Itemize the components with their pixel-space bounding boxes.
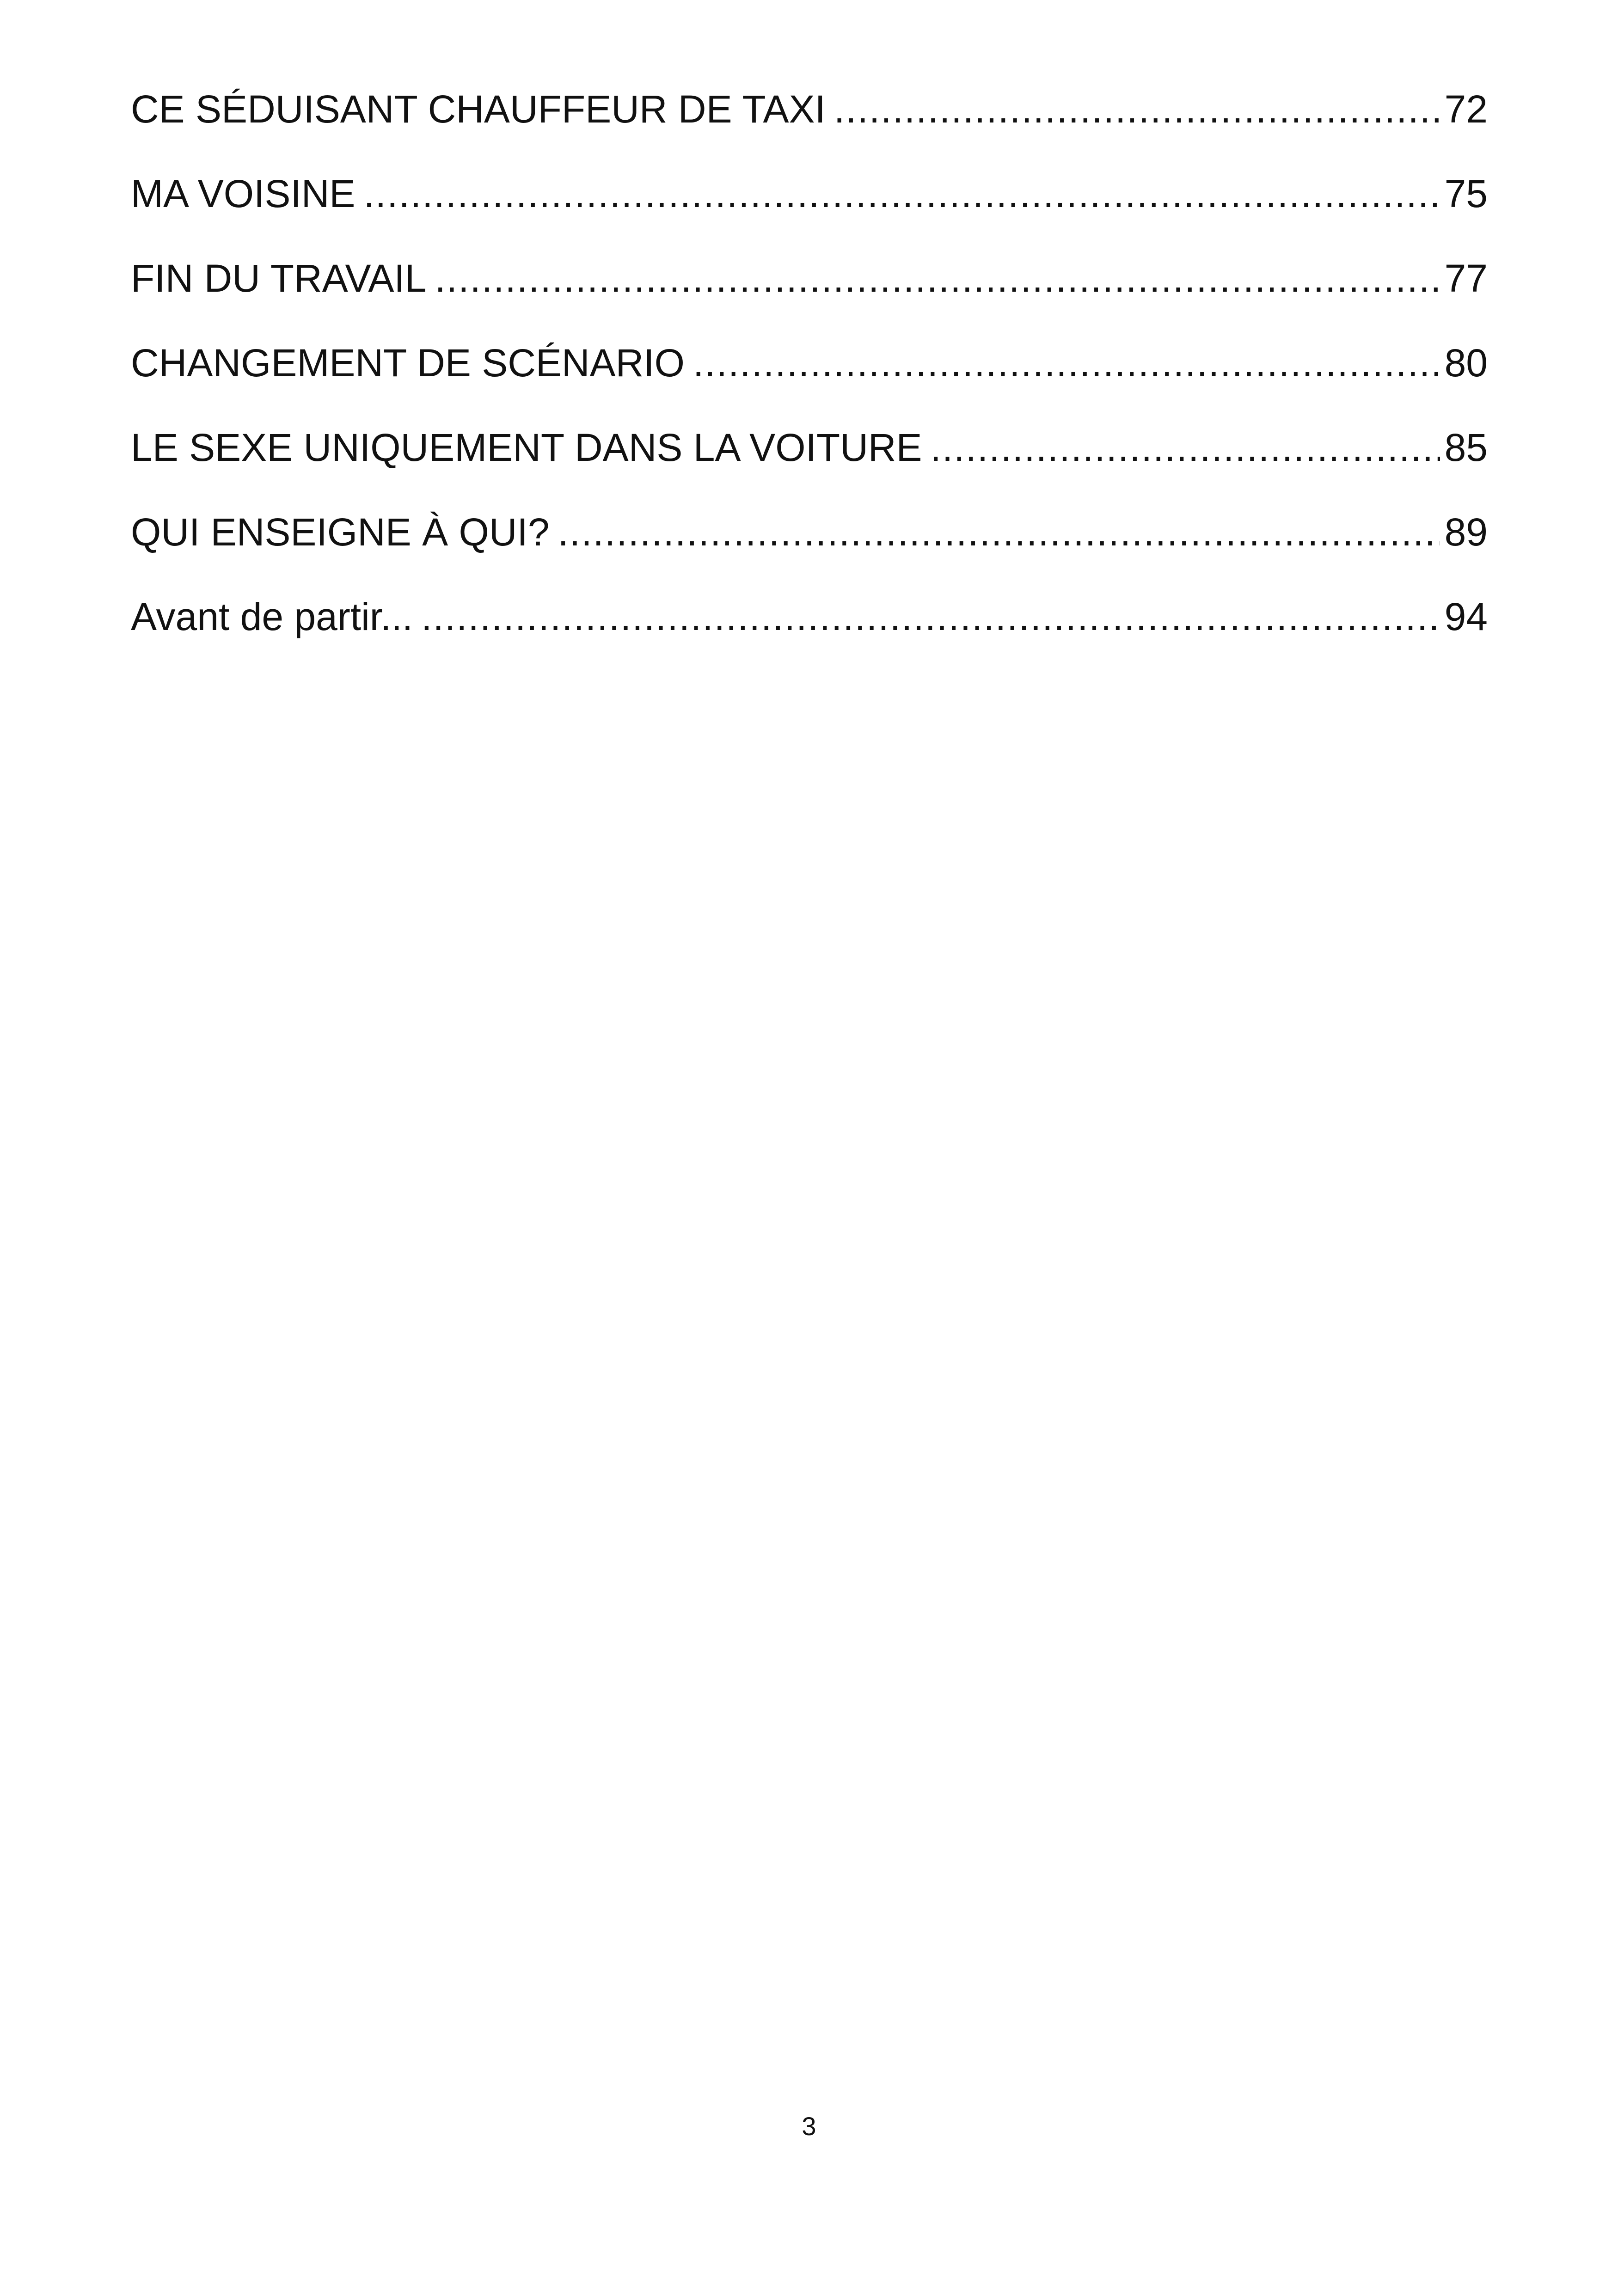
toc-entry-page: 85 (1444, 426, 1488, 469)
toc-entry-title: CHANGEMENT DE SCÉNARIO (131, 341, 685, 385)
toc-entry (131, 490, 1488, 575)
toc-entry (131, 321, 1488, 405)
toc-entry (131, 405, 1488, 490)
toc-dot-leader (693, 321, 1440, 405)
toc-entry-page: 72 (1444, 87, 1488, 131)
table-of-contents (131, 67, 1488, 659)
toc-entry-title: CE SÉDUISANT CHAUFFEUR DE TAXI (131, 87, 826, 131)
toc-dot-leader (931, 405, 1440, 490)
toc-entry (131, 575, 1488, 659)
toc-entry (131, 67, 1488, 152)
toc-entry-page: 80 (1444, 341, 1488, 385)
toc-entry-page: 94 (1444, 595, 1488, 638)
toc-entry-page: 89 (1444, 510, 1488, 554)
toc-entry (131, 152, 1488, 236)
toc-entry-title: MA VOISINE (131, 172, 355, 215)
toc-dot-leader (435, 236, 1440, 321)
toc-entry-title: LE SEXE UNIQUEMENT DANS LA VOITURE (131, 426, 922, 469)
toc-entry-title: FIN DU TRAVAIL (131, 257, 427, 300)
toc-dot-leader (363, 152, 1440, 236)
toc-entry (131, 236, 1488, 321)
toc-dot-leader (421, 575, 1440, 659)
toc-dot-leader (834, 67, 1440, 152)
toc-entry-page: 75 (1444, 172, 1488, 215)
toc-dot-leader (558, 490, 1440, 575)
toc-entry-title: Avant de partir... (131, 595, 413, 638)
page-number: 3 (802, 2112, 816, 2141)
toc-entry-page: 77 (1444, 257, 1488, 300)
toc-entry-title: QUI ENSEIGNE À QUI? (131, 510, 550, 554)
